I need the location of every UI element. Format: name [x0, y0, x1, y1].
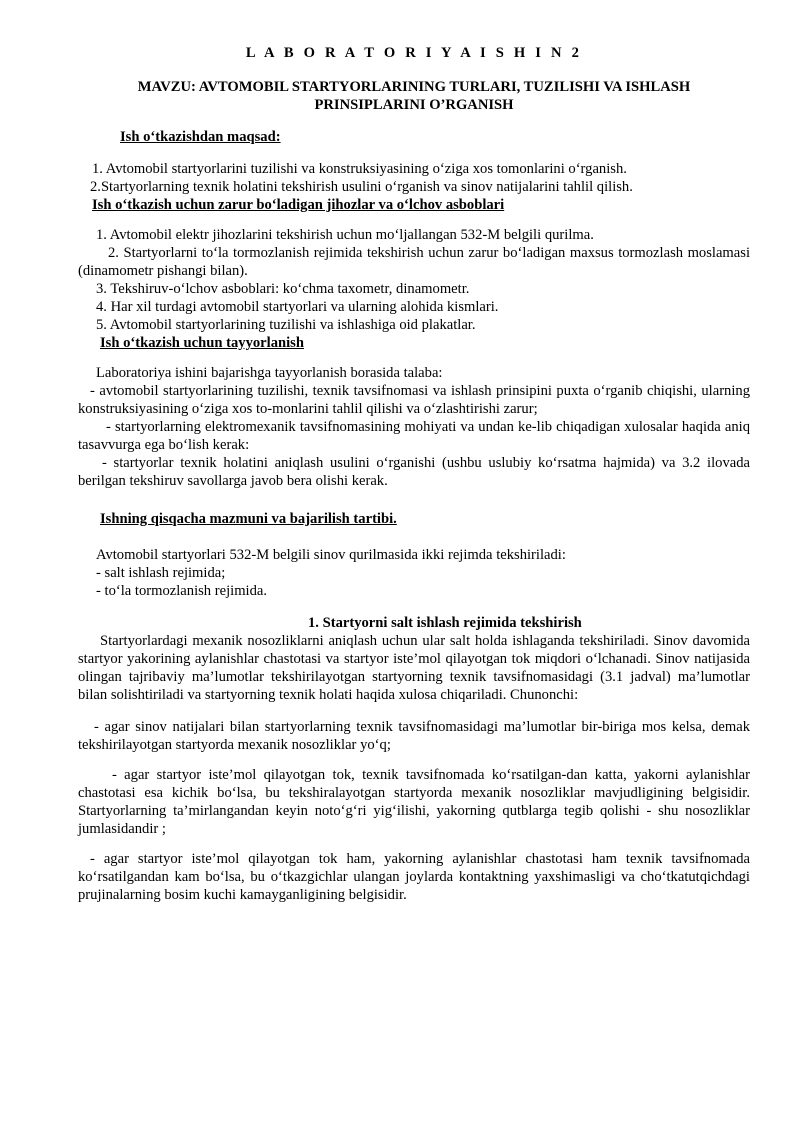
prep-heading: Ish o‘tkazish uchun tayyorlanish	[100, 335, 304, 351]
case-paragraph: - agar startyor iste’mol qilayotgan tok ham, yakorning aylanishlar chastotasi ham texnik tavsifnomada ko‘rsatilgandan kam bo‘lsa, bu o‘tkazgichlar ulangan joylarda kontaktning yaxshimasligi va cho‘tkatutqichdagi prujinalarning bosim kuchi kamayganligining belgisidir.	[78, 851, 750, 903]
order-item: - to‘la tormozlanish rejimida.	[96, 583, 268, 599]
subsection-paragraph: Startyorlardagi mexanik nosozliklarni aniqlash uchun ular salt holda ishlaganda tekshiriladi. Sinov davomida startyor yakorining aylanishlar chastotasi va startyor iste’mol qilayotgan tok miqdori o‘lchanadi. Sinov natijasida olingan tajribaviy ma’lumotlar tekshirilayotgan startyorning texnik tavsifnomasidagi (3.1 jadval) ma’lumotlar bilan solishtiriladi va startyorning texnik holati haqida xulosa chiqariladi. Chunonchi:	[78, 633, 750, 703]
aim-item: 2.Startyorlarning texnik holatini tekshirish usulini o‘rganish va sinov natijalarini tahlil qilish.	[90, 179, 633, 195]
tools-item: 3. Tekshiruv-o‘lchov asboblari: ko‘chma taxometr, dinamometr.	[96, 281, 470, 297]
aim-item: 1. Avtomobil startyorlarini tuzilishi va konstruksiyasining o‘ziga xos tomonlarini o‘rganish.	[92, 161, 627, 177]
prep-item: - startyorlar texnik holatini aniqlash usulini o‘rganishi (ushbu uslubiy ko‘rsatma hajmida) va 3.2 ilovada berilgan tekshiruv savollarga javob bera olishi kerak.	[78, 455, 750, 489]
document-title: L A B O R A T O R I Y A I S H I N 2	[245, 45, 583, 61]
tools-item: 1. Avtomobil elektr jihozlarini tekshirish uchun mo‘ljallangan 532-M belgili qurilma.	[96, 227, 594, 243]
tools-item: 4. Har xil turdagi avtomobil startyorlari va ularning alohida kismlari.	[96, 299, 499, 315]
topic-line-1: MAVZU: AVTOMOBIL STARTYORLARINING TURLARI, TUZILISHI VA ISHLASH	[137, 79, 691, 95]
aim-heading: Ish o‘tkazishdan maqsad:	[120, 129, 281, 145]
subsection-heading: 1. Startyorni salt ishlash rejimida tekshirish	[308, 615, 582, 631]
tools-heading: Ish o‘tkazish uchun zarur bo‘ladigan jihozlar va o‘lchov asboblari	[92, 197, 505, 213]
case-paragraph: - agar sinov natijalari bilan startyorlarning texnik tavsifnomasidagi ma’lumotlar bir-biriga mos kelsa, demak tekshirilayotgan startyorda mexanik nosozliklar yo‘q;	[78, 719, 750, 753]
case-paragraph: - agar startyor iste’mol qilayotgan tok, texnik tavsifnomada ko‘rsatilgan-dan katta, yakorni aylanishlar chastotasi esa kichik bo‘lsa, bu tekshiralayotgan startyorda mexanik nosozliklar mavjudligining belgisidir. Startyorlarning ta’mirlangandan keyin noto‘g‘ri yig‘ilishi, yakorning qutblarga tegib qolishi - shu nosozliklar jumlasidandir ;	[78, 767, 750, 837]
prep-item: - avtomobil startyorlarining tuzilishi, texnik tavsifnomasi va ishlash prinsipini puxta o‘rganib chiqishi, ularning konstruksiyasining o‘ziga xos to-monlarini tahlil qilishi va o‘zlashtirishi zarur;	[78, 383, 750, 417]
order-intro: Avtomobil startyorlari 532-M belgili sinov qurilmasida ikki rejimda tekshiriladi:	[96, 547, 566, 563]
document-page	[78, 44, 750, 904]
prep-intro: Laboratoriya ishini bajarishga tayyorlanish borasida talaba:	[96, 365, 443, 381]
order-item: - salt ishlash rejimida;	[96, 565, 226, 581]
prep-item: - startyorlarning elektromexanik tavsifnomasining mohiyati va undan ke-lib chiqadigan xulosalar haqida aniq tasavvurga ega bo‘lish kerak:	[78, 419, 750, 453]
topic-line-2: PRINSIPLARINI O’RGANISH	[314, 97, 514, 113]
order-heading: Ishning qisqacha mazmuni va bajarilish tartibi.	[100, 511, 397, 527]
tools-item: 2. Startyorlarni to‘la tormozlanish rejimida tekshirish uchun zarur bo‘ladigan maxsus tormozlash moslamasi (dinamometr pishangi bilan).	[78, 245, 750, 279]
tools-item: 5. Avtomobil startyorlarining tuzilishi va ishlashiga oid plakatlar.	[96, 317, 476, 333]
